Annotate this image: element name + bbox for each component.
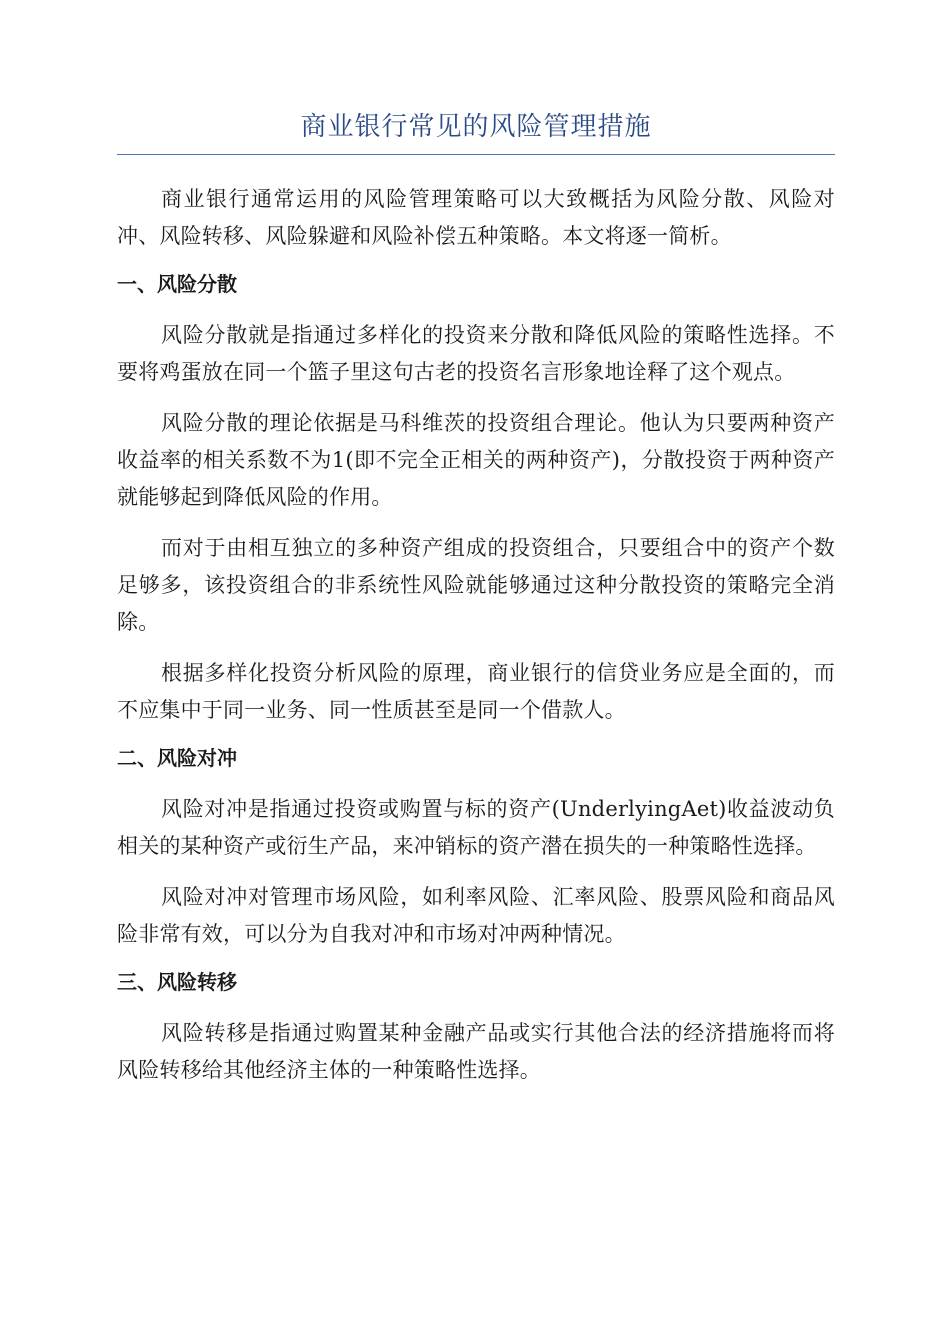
body-paragraph: 风险分散就是指通过多样化的投资来分散和降低风险的策略性选择。不要将鸡蛋放在同一个篮子里这句古老的投资名言形象地诠释了这个观点。 — [117, 323, 835, 384]
section-heading-risk-transfer: 三、风险转移 — [117, 970, 237, 994]
body-paragraph: 风险分散的理论依据是马科维茨的投资组合理论。他认为只要两种资产收益率的相关系数不为1(即不完全正相关的两种资产)，分散投资于两种资产就能够起到降低风险的作用。 — [117, 411, 835, 509]
body-paragraph: 而对于由相互独立的多种资产组成的投资组合，只要组合中的资产个数足够多，该投资组合的非系统性风险就能够通过这种分散投资的策略完全消除。 — [117, 536, 835, 634]
body-paragraph: 根据多样化投资分析风险的原理，商业银行的信贷业务应是全面的，而不应集中于同一业务、同一性质甚至是同一个借款人。 — [117, 661, 835, 722]
document-page — [117, 108, 835, 1089]
section-heading-risk-diversification: 一、风险分散 — [117, 272, 237, 296]
section-heading-risk-hedging: 二、风险对冲 — [117, 746, 237, 770]
body-paragraph: 风险转移是指通过购置某种金融产品或实行其他合法的经济措施将而将风险转移给其他经济主体的一种策略性选择。 — [117, 1021, 835, 1082]
body-paragraph: 风险对冲对管理市场风险，如利率风险、汇率风险、股票风险和商品风险非常有效，可以分为自我对冲和市场对冲两种情况。 — [117, 885, 835, 946]
document-title: 商业银行常见的风险管理措施 — [300, 112, 652, 142]
intro-paragraph: 商业银行通常运用的风险管理策略可以大致概括为风险分散、风险对冲、风险转移、风险躲避和风险补偿五种策略。本文将逐一简析。 — [117, 187, 835, 248]
body-paragraph: 风险对冲是指通过投资或购置与标的资产(UnderlyingAet)收益波动负相关的某种资产或衍生产品，来冲销标的资产潜在损失的一种策略性选择。 — [117, 797, 835, 858]
